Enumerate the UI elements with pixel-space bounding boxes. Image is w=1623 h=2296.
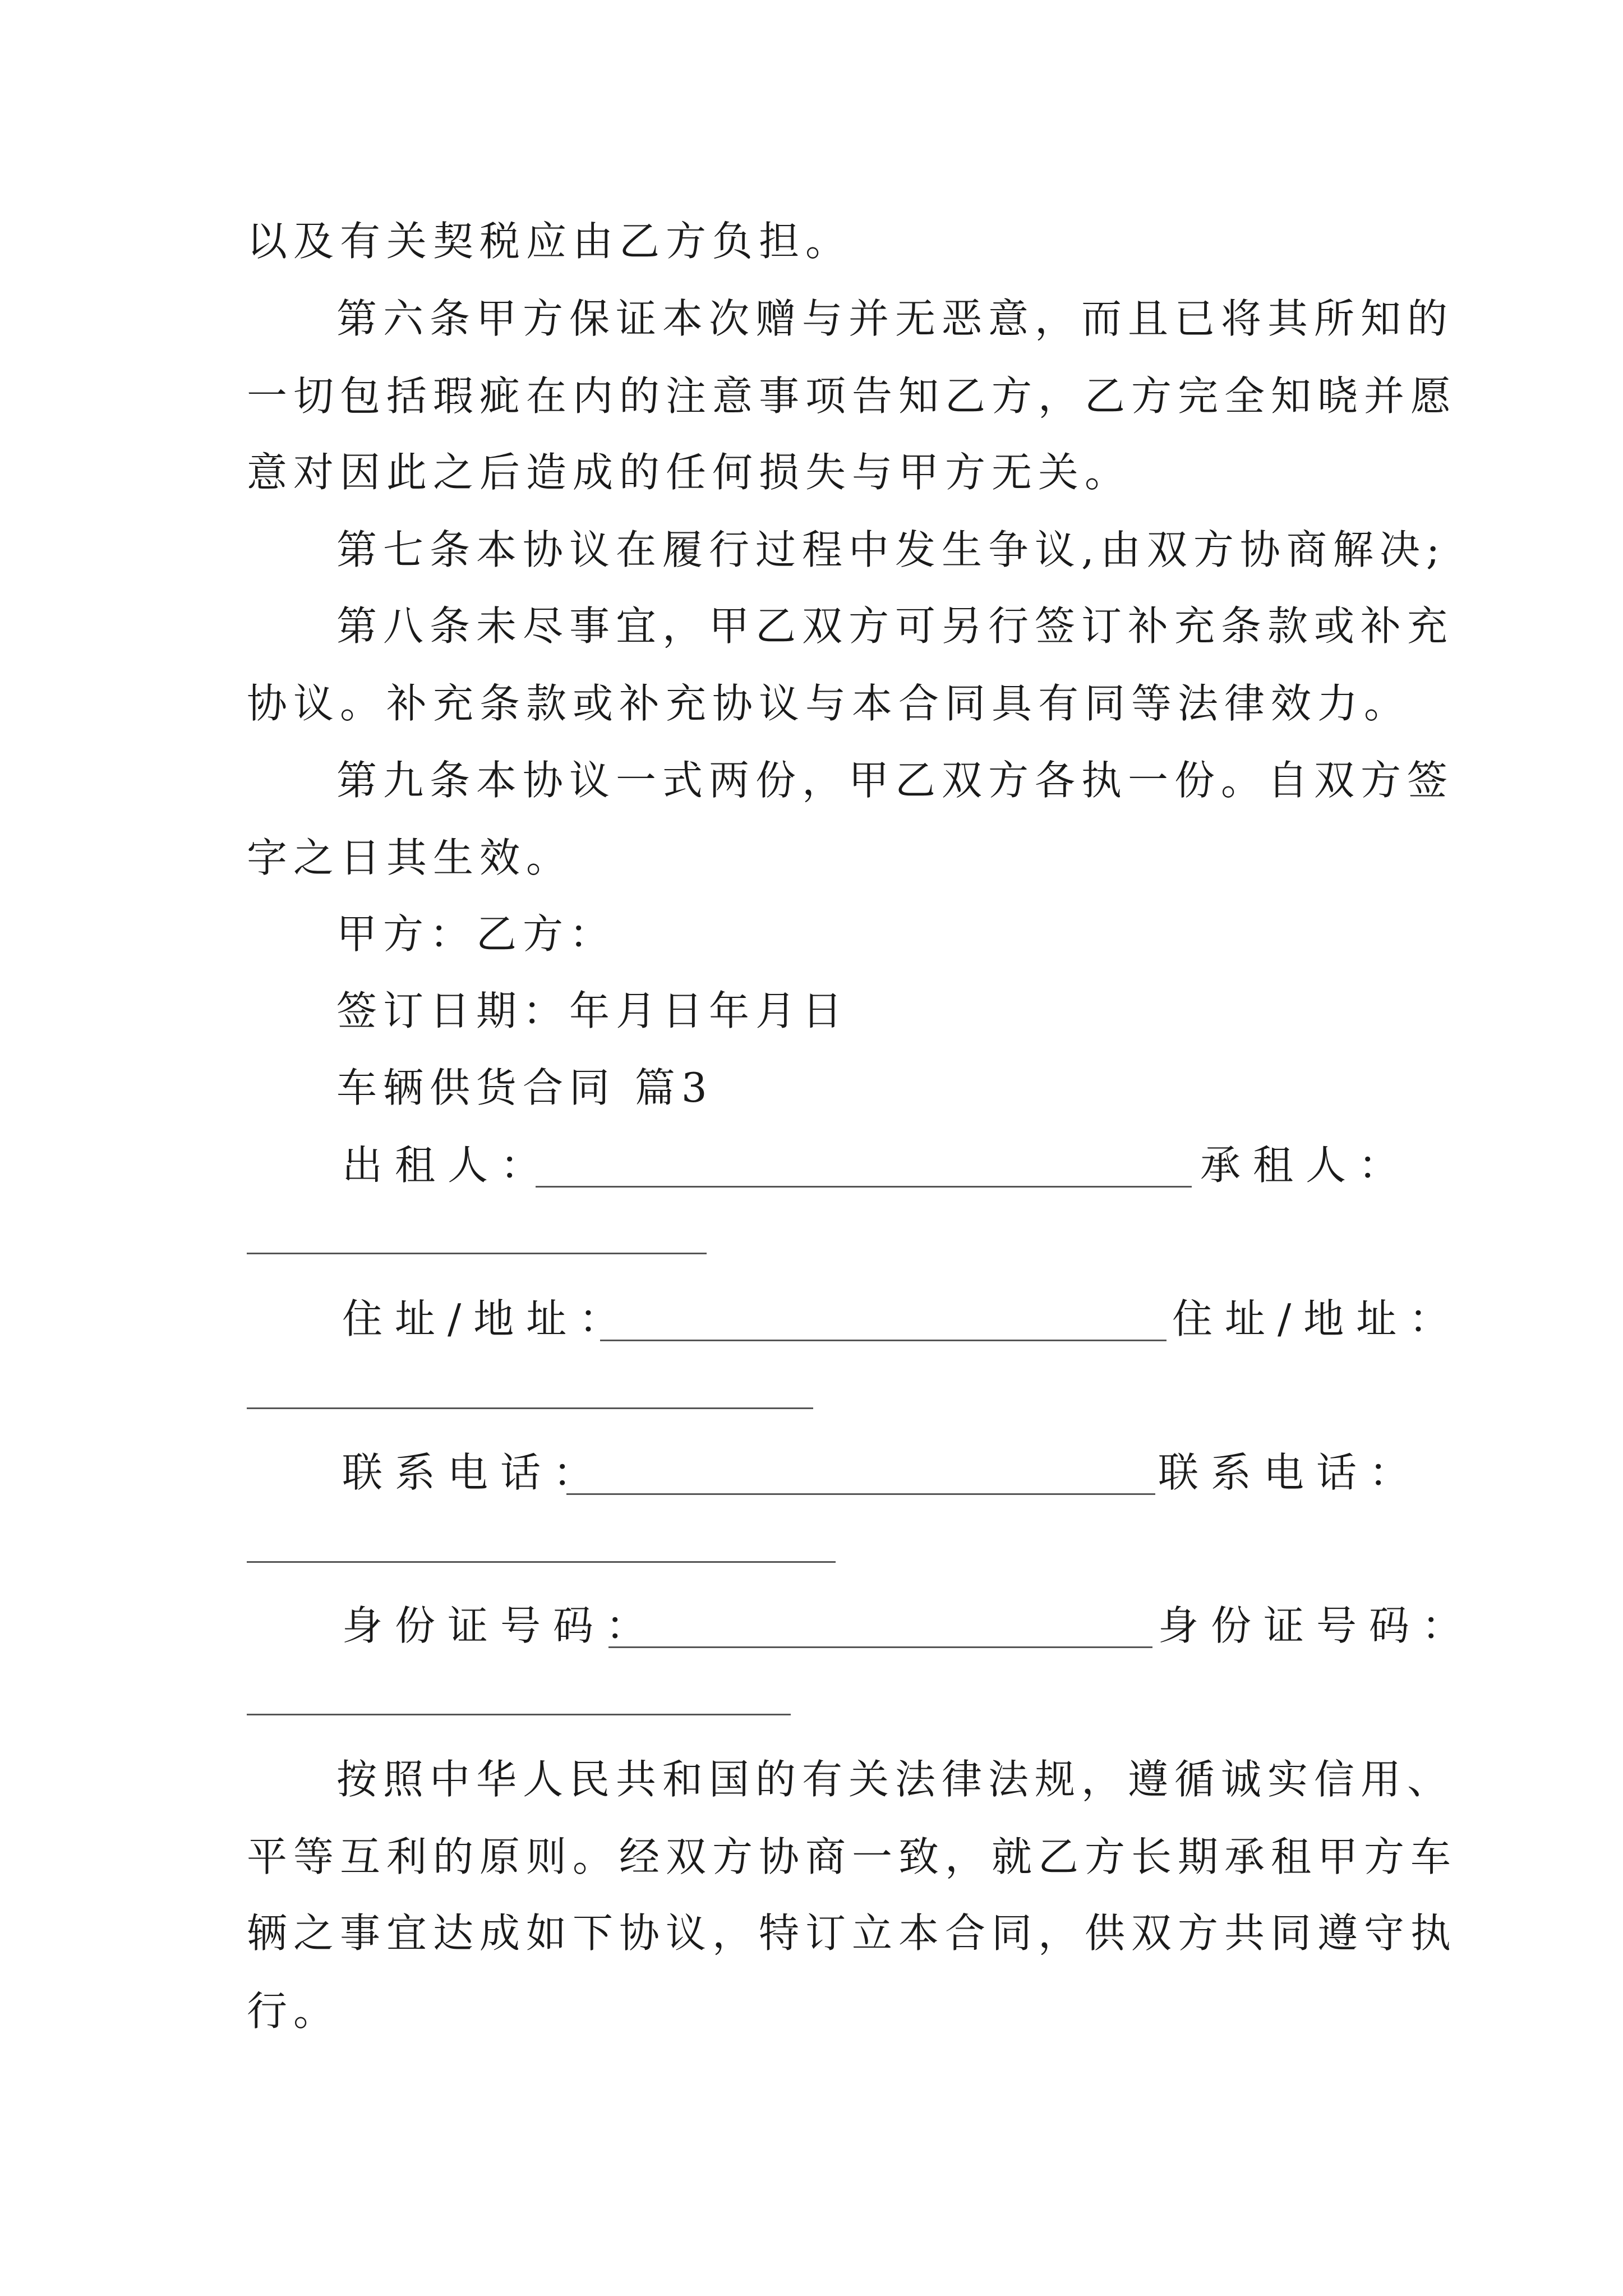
id-left-label: 身份证号码：	[342, 1602, 659, 1649]
id-right-label: 身份证号码：	[1158, 1602, 1475, 1649]
phone-right-fill-line	[247, 1561, 836, 1563]
phone-right-label: 联系电话：	[1158, 1449, 1422, 1496]
phone-left-fill-line	[566, 1493, 1155, 1495]
lessee-label: 承租人：	[1200, 1142, 1412, 1189]
id-left-fill-line	[608, 1646, 1152, 1648]
paragraph-line: 字之日其生效。	[247, 834, 573, 881]
paragraph-line: 以及有关契税应由乙方负担。	[247, 218, 852, 265]
paragraph-line: 一切包括瑕疵在内的注意事项告知乙方，乙方完全知晓并愿	[247, 372, 1458, 420]
paragraph-line: 第九条本协议一式两份，甲乙双方各执一份。自双方签	[336, 757, 1454, 804]
paragraph-line: 第八条未尽事宜，甲乙双方可另行签订补充条款或补充	[336, 602, 1454, 650]
lessor-label: 出租人：	[342, 1142, 554, 1189]
address-right-label: 住址/地址：	[1172, 1295, 1462, 1342]
id-right-fill-line	[247, 1714, 791, 1715]
address-left-label: 住址/地址：	[342, 1295, 632, 1342]
signing-date: 签订日期：年月日年月日	[336, 987, 849, 1034]
section-title: 车辆供货合同 篇3	[336, 1064, 713, 1111]
signature-parties: 甲方：乙方：	[336, 910, 616, 958]
phone-left-label: 联系电话：	[342, 1449, 606, 1496]
address-right-fill-line	[247, 1407, 813, 1409]
lessor-fill-line	[536, 1186, 1192, 1188]
paragraph-line: 第六条甲方保证本次赠与并无恶意，而且已将其所知的	[336, 295, 1454, 342]
paragraph-line: 协议。补充条款或补充协议与本合同具有同等法律效力。	[247, 680, 1411, 727]
paragraph-line: 意对因此之后造成的任何损失与甲方无关。	[247, 449, 1132, 496]
paragraph-line: 第七条本协议在履行过程中发生争议,由双方协商解决;	[336, 526, 1446, 573]
address-left-fill-line	[600, 1340, 1166, 1341]
lessee-fill-line	[247, 1253, 707, 1254]
paragraph-line: 行。	[247, 1987, 340, 2035]
paragraph-line: 辆之事宜达成如下协议，特订立本合同，供双方共同遵守执	[247, 1910, 1458, 1957]
paragraph-line: 按照中华人民共和国的有关法律法规，遵循诚实信用、	[336, 1756, 1454, 1803]
paragraph-line: 平等互利的原则。经双方协商一致，就乙方长期承租甲方车	[247, 1833, 1458, 1880]
